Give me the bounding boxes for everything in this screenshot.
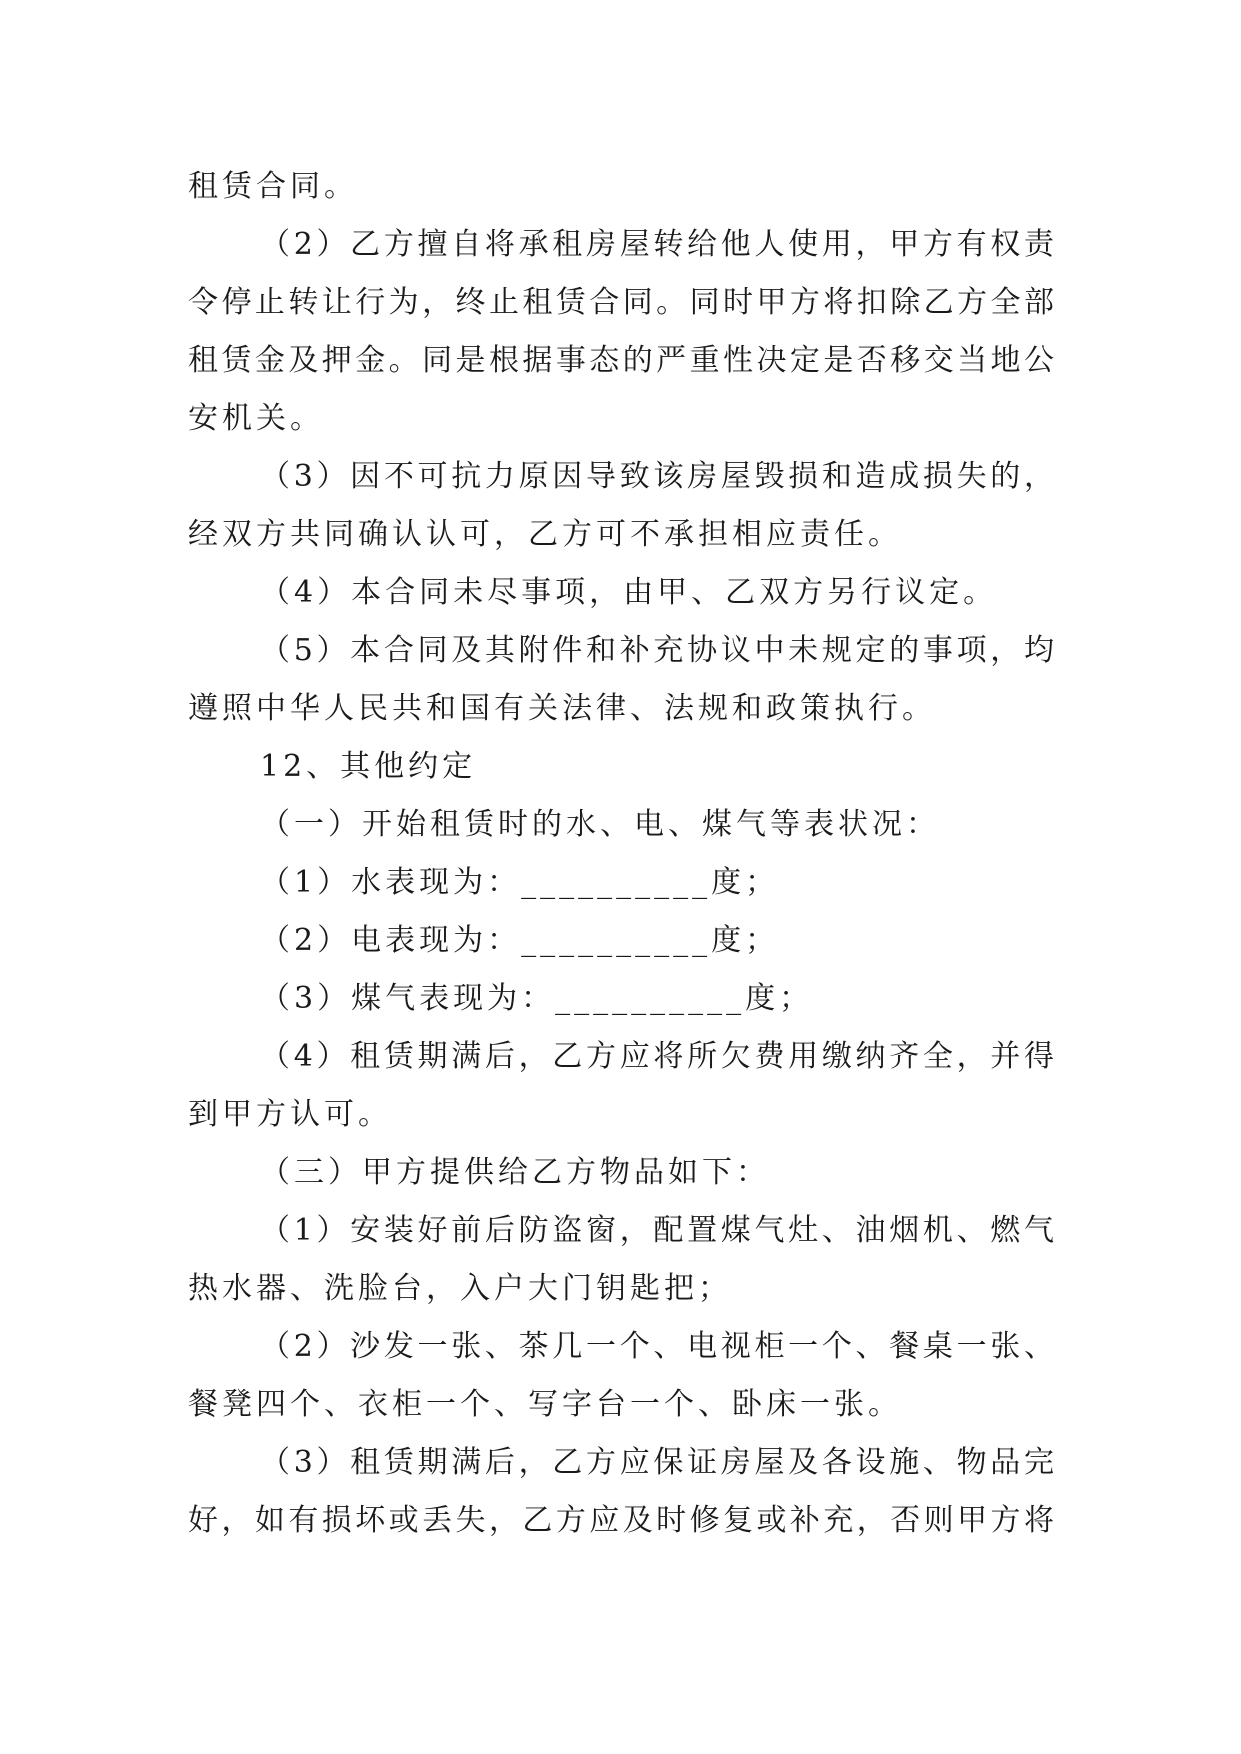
- text-line: 令停止转让行为，终止租赁合同。同时甲方将扣除乙方全部: [188, 285, 1054, 320]
- text-line: （5）本合同及其附件和补充协议中未规定的事项，均: [260, 633, 1054, 668]
- text-line: 热水器、洗脸台，入户大门钥匙把；: [188, 1271, 732, 1306]
- text-line: （3）租赁期满后，乙方应保证房屋及各设施、物品完: [260, 1445, 1054, 1480]
- text-line: （1）安装好前后防盗窗，配置煤气灶、油烟机、燃气: [260, 1213, 1054, 1248]
- text-line: 好，如有损坏或丢失，乙方应及时修复或补充，否则甲方将: [188, 1503, 1054, 1538]
- text-line: （1）水表现为：__________度；: [260, 865, 780, 900]
- text-line: （2）沙发一张、茶几一个、电视柜一个、餐桌一张、: [260, 1329, 1054, 1364]
- text-line: 安机关。: [188, 401, 324, 436]
- text-line: （3）煤气表现为：__________度；: [260, 981, 814, 1016]
- text-line: （3）因不可抗力原因导致该房屋毁损和造成损失的，: [260, 459, 1054, 494]
- section-heading: 12、其他约定: [260, 749, 477, 784]
- text-line: 餐凳四个、衣柜一个、写字台一个、卧床一张。: [188, 1387, 902, 1422]
- text-line: （4）租赁期满后，乙方应将所欠费用缴纳齐全，并得: [260, 1039, 1054, 1074]
- document-body: [188, 158, 1054, 1550]
- text-line: （2）乙方擅自将承租房屋转给他人使用，甲方有权责: [260, 227, 1054, 262]
- text-line: 到甲方认可。: [188, 1097, 392, 1132]
- text-line: 经双方共同确认认可，乙方可不承担相应责任。: [188, 517, 902, 552]
- text-line: （2）电表现为：__________度；: [260, 923, 780, 958]
- text-line: 租赁合同。: [188, 169, 358, 204]
- text-line: （一）开始租赁时的水、电、煤气等表状况：: [260, 807, 940, 842]
- text-line: 租赁金及押金。同是根据事态的严重性决定是否移交当地公: [188, 343, 1054, 378]
- text-line: （4）本合同未尽事项，由甲、乙双方另行议定。: [260, 575, 998, 610]
- text-line: （三）甲方提供给乙方物品如下：: [260, 1155, 770, 1190]
- text-line: 遵照中华人民共和国有关法律、法规和政策执行。: [188, 691, 936, 726]
